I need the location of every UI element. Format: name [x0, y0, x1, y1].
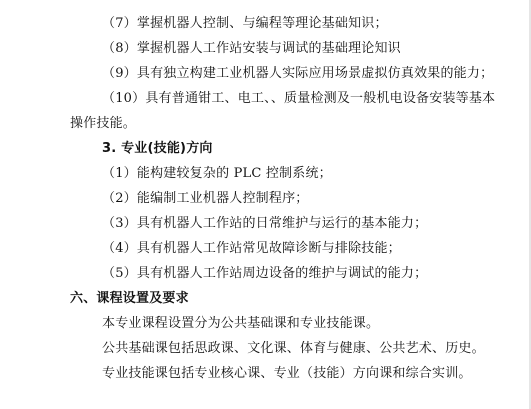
skill-item-5: （5）具有机器人工作站周边设备的维护与调试的能力；: [102, 266, 428, 281]
list-item-10: （10）具有普通钳工、电工、、质量检测及一般机电设备安装等基本: [102, 91, 496, 106]
list-item-8: （8）掌握机器人工作站安装与调试的基础理论知识: [102, 41, 401, 56]
list-item-7: （7）掌握机器人控制、与编程等理论基础知识；: [102, 16, 388, 31]
skill-item-1: （1）能构建较复杂的 PLC 控制系统；: [102, 166, 332, 181]
section-heading-curriculum: 六、课程设置及要求: [70, 291, 189, 306]
list-item-10-continuation: 操作技能。: [70, 116, 137, 131]
section-heading-specialization: 3. 专业(技能)方向: [102, 141, 213, 156]
list-item-9: （9）具有独立构建工业机器人实际应用场景虚拟仿真效果的能力；: [102, 66, 494, 81]
curriculum-paragraph-3: 专业技能课包括专业核心课、专业（技能）方向课和综合实训。: [102, 366, 472, 381]
curriculum-paragraph-2: 公共基础课包括思政课、文化课、体育与健康、公共艺术、历史。: [102, 341, 485, 356]
skill-item-4: （4）具有机器人工作站常见故障诊断与排除技能；: [102, 241, 401, 256]
curriculum-paragraph-1: 本专业课程设置分为公共基础课和专业技能课。: [102, 316, 380, 331]
skill-item-2: （2）能编制工业机器人控制程序；: [102, 191, 309, 206]
skill-item-3: （3）具有机器人工作站的日常维护与运行的基本能力；: [102, 216, 428, 231]
